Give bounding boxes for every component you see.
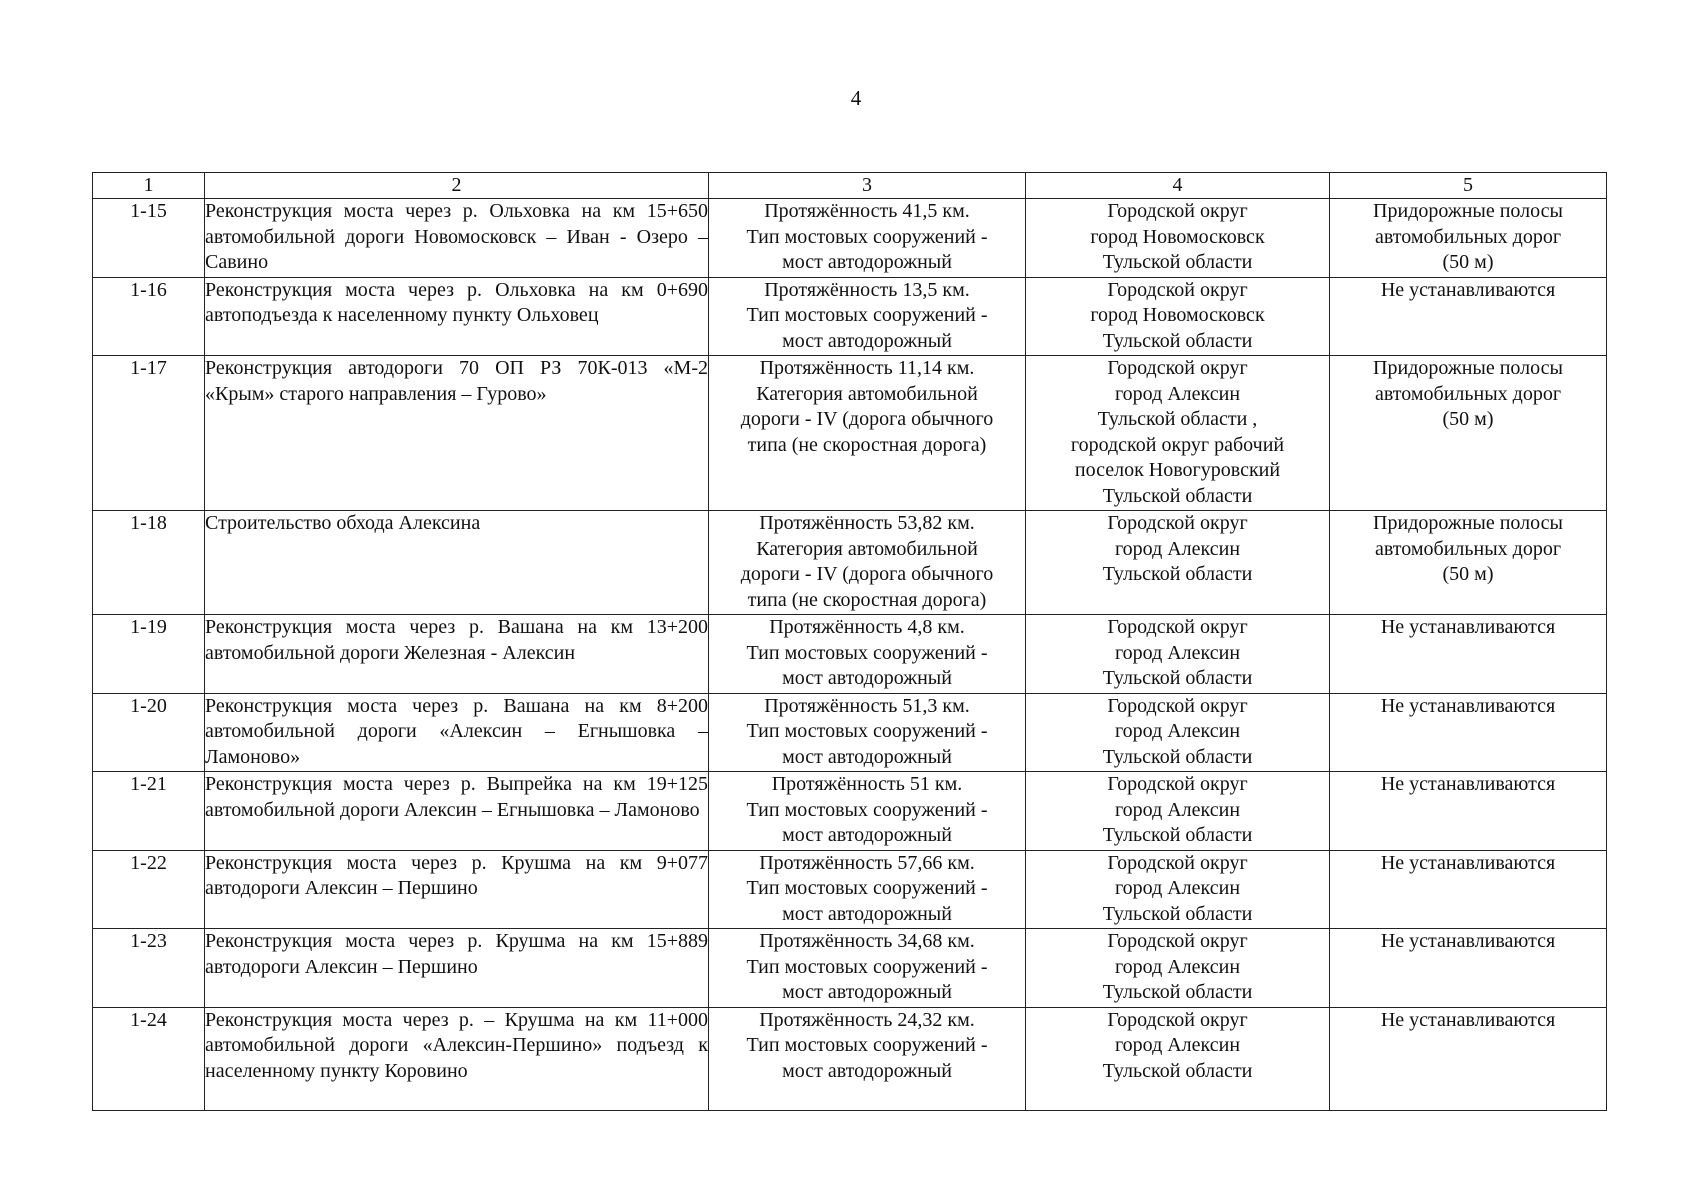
location-line: Городской округ bbox=[1107, 851, 1248, 874]
location-line: Тульской области bbox=[1102, 902, 1253, 925]
zones-cell bbox=[1330, 1007, 1607, 1110]
location-line: Городской округ bbox=[1107, 357, 1248, 379]
location-line: Тульской области bbox=[1102, 667, 1253, 689]
table-row bbox=[93, 356, 1607, 511]
characteristics-line: Протяжённость 51,3 км. bbox=[764, 694, 970, 717]
location-line: город Алексин bbox=[1114, 798, 1241, 821]
zones-line: Не устанавливаются bbox=[1380, 930, 1556, 952]
characteristics-cell bbox=[709, 511, 1026, 615]
table-row bbox=[93, 929, 1607, 1008]
object-name-cell: Реконструкция моста через р. Крушма на км 9+077 автодороги Алексин – Першино bbox=[205, 850, 709, 929]
characteristics-line: типа (не скоростная дорога) bbox=[747, 588, 987, 611]
location-line: поселок Новогуровский bbox=[1074, 459, 1281, 481]
location-line: город Алексин bbox=[1114, 877, 1241, 899]
location-line: город Алексин bbox=[1114, 641, 1241, 664]
object-name-cell: Строительство обхода Алексина bbox=[205, 511, 709, 615]
object-name-cell: Реконструкция автодороги 70 ОП РЗ 70К-013 «М-2 «Крым» старого направления – Гурово» bbox=[205, 356, 709, 511]
zones-cell bbox=[1330, 772, 1607, 851]
zones-cell bbox=[1330, 199, 1607, 278]
location-line: Тульской области bbox=[1102, 484, 1253, 507]
characteristics-cell bbox=[709, 277, 1026, 356]
characteristics-line: Протяжённость 41,5 км. bbox=[764, 200, 970, 222]
zones-line: Не устанавливаются bbox=[1380, 1008, 1556, 1031]
column-header-3: 3 bbox=[709, 173, 1026, 199]
characteristics-line: мост автодорожный bbox=[782, 824, 952, 846]
characteristics-cell bbox=[709, 772, 1026, 851]
object-name-cell: Реконструкция моста через р. Ольховка на км 15+650 автомобильной дороги Новомосковск – Иван - Озеро – Савино bbox=[205, 199, 709, 278]
location-line: Тульской области bbox=[1102, 329, 1253, 352]
characteristics-cell bbox=[709, 693, 1026, 772]
location-line: Тульской области bbox=[1102, 745, 1253, 768]
location-line: Тульской области bbox=[1102, 251, 1253, 273]
characteristics-line: Протяжённость 11,14 км. bbox=[759, 357, 975, 379]
location-line: город Алексин bbox=[1114, 1034, 1241, 1056]
characteristics-cell bbox=[709, 356, 1026, 511]
column-header-2: 2 bbox=[205, 173, 709, 199]
characteristics-line: мост автодорожный bbox=[782, 329, 952, 352]
zones-cell bbox=[1330, 929, 1607, 1008]
row-number-cell: 1-15 bbox=[93, 199, 205, 278]
object-name-cell: Реконструкция моста через р. Выпрейка на км 19+125 автомобильной дороги Алексин – Егнышовка – Ламоново bbox=[205, 772, 709, 851]
zones-line: (50 м) bbox=[1442, 251, 1494, 273]
zones-cell bbox=[1330, 277, 1607, 356]
table-row bbox=[93, 199, 1607, 278]
characteristics-line: дороги - IV (дорога обычного bbox=[740, 408, 994, 430]
characteristics-line: Тип мостовых сооружений - bbox=[746, 798, 988, 821]
table-row bbox=[93, 511, 1607, 615]
characteristics-line: мост автодорожный bbox=[782, 251, 952, 273]
zones-line: Придорожные полосы bbox=[1373, 200, 1563, 222]
page-number: 4 bbox=[850, 86, 862, 110]
location-line: городской округ рабочий bbox=[1070, 433, 1285, 456]
zones-line: (50 м) bbox=[1442, 563, 1494, 585]
row-number-cell: 1-18 bbox=[93, 511, 205, 615]
characteristics-line: Тип мостовых сооружений - bbox=[746, 641, 988, 664]
characteristics-line: Тип мостовых сооружений - bbox=[746, 225, 988, 248]
location-line: Городской округ bbox=[1107, 694, 1248, 717]
location-cell bbox=[1026, 850, 1330, 929]
location-line: Городской округ bbox=[1107, 200, 1248, 222]
characteristics-line: мост автодорожный bbox=[782, 981, 952, 1003]
zones-line: автомобильных дорог bbox=[1374, 225, 1562, 248]
zones-line: Придорожные полосы bbox=[1373, 357, 1563, 379]
characteristics-line: Категория автомобильной bbox=[756, 537, 978, 560]
row-number-cell: 1-22 bbox=[93, 850, 205, 929]
location-line: Тульской области bbox=[1102, 563, 1253, 585]
column-header-4: 4 bbox=[1026, 173, 1330, 199]
characteristics-line: мост автодорожный bbox=[782, 745, 952, 768]
characteristics-line: типа (не скоростная дорога) bbox=[747, 433, 987, 456]
location-line: город Алексин bbox=[1114, 537, 1241, 560]
zones-cell bbox=[1330, 850, 1607, 929]
zones-line: (50 м) bbox=[1442, 408, 1494, 430]
characteristics-line: Тип мостовых сооружений - bbox=[746, 304, 988, 326]
location-line: город Алексин bbox=[1114, 382, 1241, 405]
location-line: Городской округ bbox=[1107, 278, 1248, 301]
location-line: Городской округ bbox=[1107, 1008, 1248, 1031]
row-number-cell: 1-23 bbox=[93, 929, 205, 1008]
zones-line: Придорожные полосы bbox=[1373, 512, 1563, 534]
characteristics-line: мост автодорожный bbox=[782, 902, 952, 925]
zones-line: Не устанавливаются bbox=[1380, 278, 1556, 301]
location-cell bbox=[1026, 356, 1330, 511]
characteristics-line: Протяжённость 53,82 км. bbox=[759, 512, 975, 534]
row-number-cell: 1-20 bbox=[93, 693, 205, 772]
object-name-cell: Реконструкция моста через р. – Крушма на км 11+000 автомобильной дороги «Алексин-Першино» подъезд к населенному пункту Коровино bbox=[205, 1007, 709, 1110]
characteristics-line: Протяжённость 13,5 км. bbox=[764, 278, 970, 301]
document-table bbox=[92, 172, 1607, 1111]
characteristics-line: мост автодорожный bbox=[782, 1059, 952, 1082]
location-cell bbox=[1026, 615, 1330, 694]
location-cell bbox=[1026, 929, 1330, 1008]
column-header-1: 1 bbox=[93, 173, 205, 199]
location-line: Городской округ bbox=[1107, 616, 1248, 638]
characteristics-line: мост автодорожный bbox=[782, 667, 952, 689]
location-line: город Алексин bbox=[1114, 720, 1241, 742]
characteristics-cell bbox=[709, 850, 1026, 929]
location-cell bbox=[1026, 1007, 1330, 1110]
zones-cell bbox=[1330, 693, 1607, 772]
characteristics-line: Протяжённость 24,32 км. bbox=[759, 1008, 975, 1031]
location-cell bbox=[1026, 277, 1330, 356]
table-row bbox=[93, 615, 1607, 694]
location-line: Тульской области , bbox=[1097, 408, 1258, 430]
characteristics-line: Тип мостовых сооружений - bbox=[746, 955, 988, 978]
characteristics-line: Тип мостовых сооружений - bbox=[746, 720, 988, 742]
zones-line: автомобильных дорог bbox=[1374, 382, 1562, 405]
characteristics-line: Тип мостовых сооружений - bbox=[746, 877, 988, 899]
location-line: город Новомосковск bbox=[1090, 225, 1265, 248]
zones-cell bbox=[1330, 356, 1607, 511]
zones-cell bbox=[1330, 615, 1607, 694]
characteristics-cell bbox=[709, 1007, 1026, 1110]
row-number-cell: 1-19 bbox=[93, 615, 205, 694]
location-cell bbox=[1026, 511, 1330, 615]
characteristics-line: Протяжённость 57,66 км. bbox=[759, 851, 975, 874]
zones-cell bbox=[1330, 511, 1607, 615]
object-name-cell: Реконструкция моста через р. Крушма на км 15+889 автодороги Алексин – Першино bbox=[205, 929, 709, 1008]
characteristics-cell bbox=[709, 199, 1026, 278]
characteristics-line: дороги - IV (дорога обычного bbox=[740, 563, 994, 585]
location-line: город Алексин bbox=[1114, 955, 1241, 978]
table-row bbox=[93, 850, 1607, 929]
object-name-cell: Реконструкция моста через р. Вашана на км 8+200 автомобильной дороги «Алексин – Егнышовка – Ламоново» bbox=[205, 693, 709, 772]
characteristics-cell bbox=[709, 615, 1026, 694]
row-number-cell: 1-21 bbox=[93, 772, 205, 851]
characteristics-line: Протяжённость 51 км. bbox=[771, 773, 963, 795]
table-header-row bbox=[93, 173, 1607, 199]
column-header-5: 5 bbox=[1330, 173, 1607, 199]
row-number-cell: 1-17 bbox=[93, 356, 205, 511]
zones-line: автомобильных дорог bbox=[1374, 537, 1562, 560]
table-row bbox=[93, 693, 1607, 772]
location-line: Городской округ bbox=[1107, 773, 1248, 795]
characteristics-line: Категория автомобильной bbox=[756, 382, 978, 405]
characteristics-line: Протяжённость 4,8 км. bbox=[769, 616, 965, 638]
characteristics-line: Тип мостовых сооружений - bbox=[746, 1034, 988, 1056]
row-number-cell: 1-24 bbox=[93, 1007, 205, 1110]
location-line: Городской округ bbox=[1107, 930, 1248, 952]
location-line: Тульской области bbox=[1102, 824, 1253, 846]
table-body bbox=[93, 199, 1607, 1111]
table-row bbox=[93, 772, 1607, 851]
location-line: город Новомосковск bbox=[1090, 304, 1265, 326]
table-row bbox=[93, 1007, 1607, 1110]
location-line: Тульской области bbox=[1102, 1059, 1253, 1082]
location-line: Городской округ bbox=[1107, 512, 1248, 534]
object-name-cell: Реконструкция моста через р. Вашана на км 13+200 автомобильной дороги Железная - Алексин bbox=[205, 615, 709, 694]
location-cell bbox=[1026, 199, 1330, 278]
characteristics-line: Протяжённость 34,68 км. bbox=[759, 930, 975, 952]
characteristics-cell bbox=[709, 929, 1026, 1008]
location-cell bbox=[1026, 772, 1330, 851]
location-line: Тульской области bbox=[1102, 981, 1253, 1003]
zones-line: Не устанавливаются bbox=[1380, 616, 1556, 638]
zones-line: Не устанавливаются bbox=[1380, 851, 1556, 874]
zones-line: Не устанавливаются bbox=[1380, 773, 1556, 795]
table-row bbox=[93, 277, 1607, 356]
location-cell bbox=[1026, 693, 1330, 772]
zones-line: Не устанавливаются bbox=[1380, 694, 1556, 717]
row-number-cell: 1-16 bbox=[93, 277, 205, 356]
object-name-cell: Реконструкция моста через р. Ольховка на км 0+690 автоподъезда к населенному пункту Ольховец bbox=[205, 277, 709, 356]
